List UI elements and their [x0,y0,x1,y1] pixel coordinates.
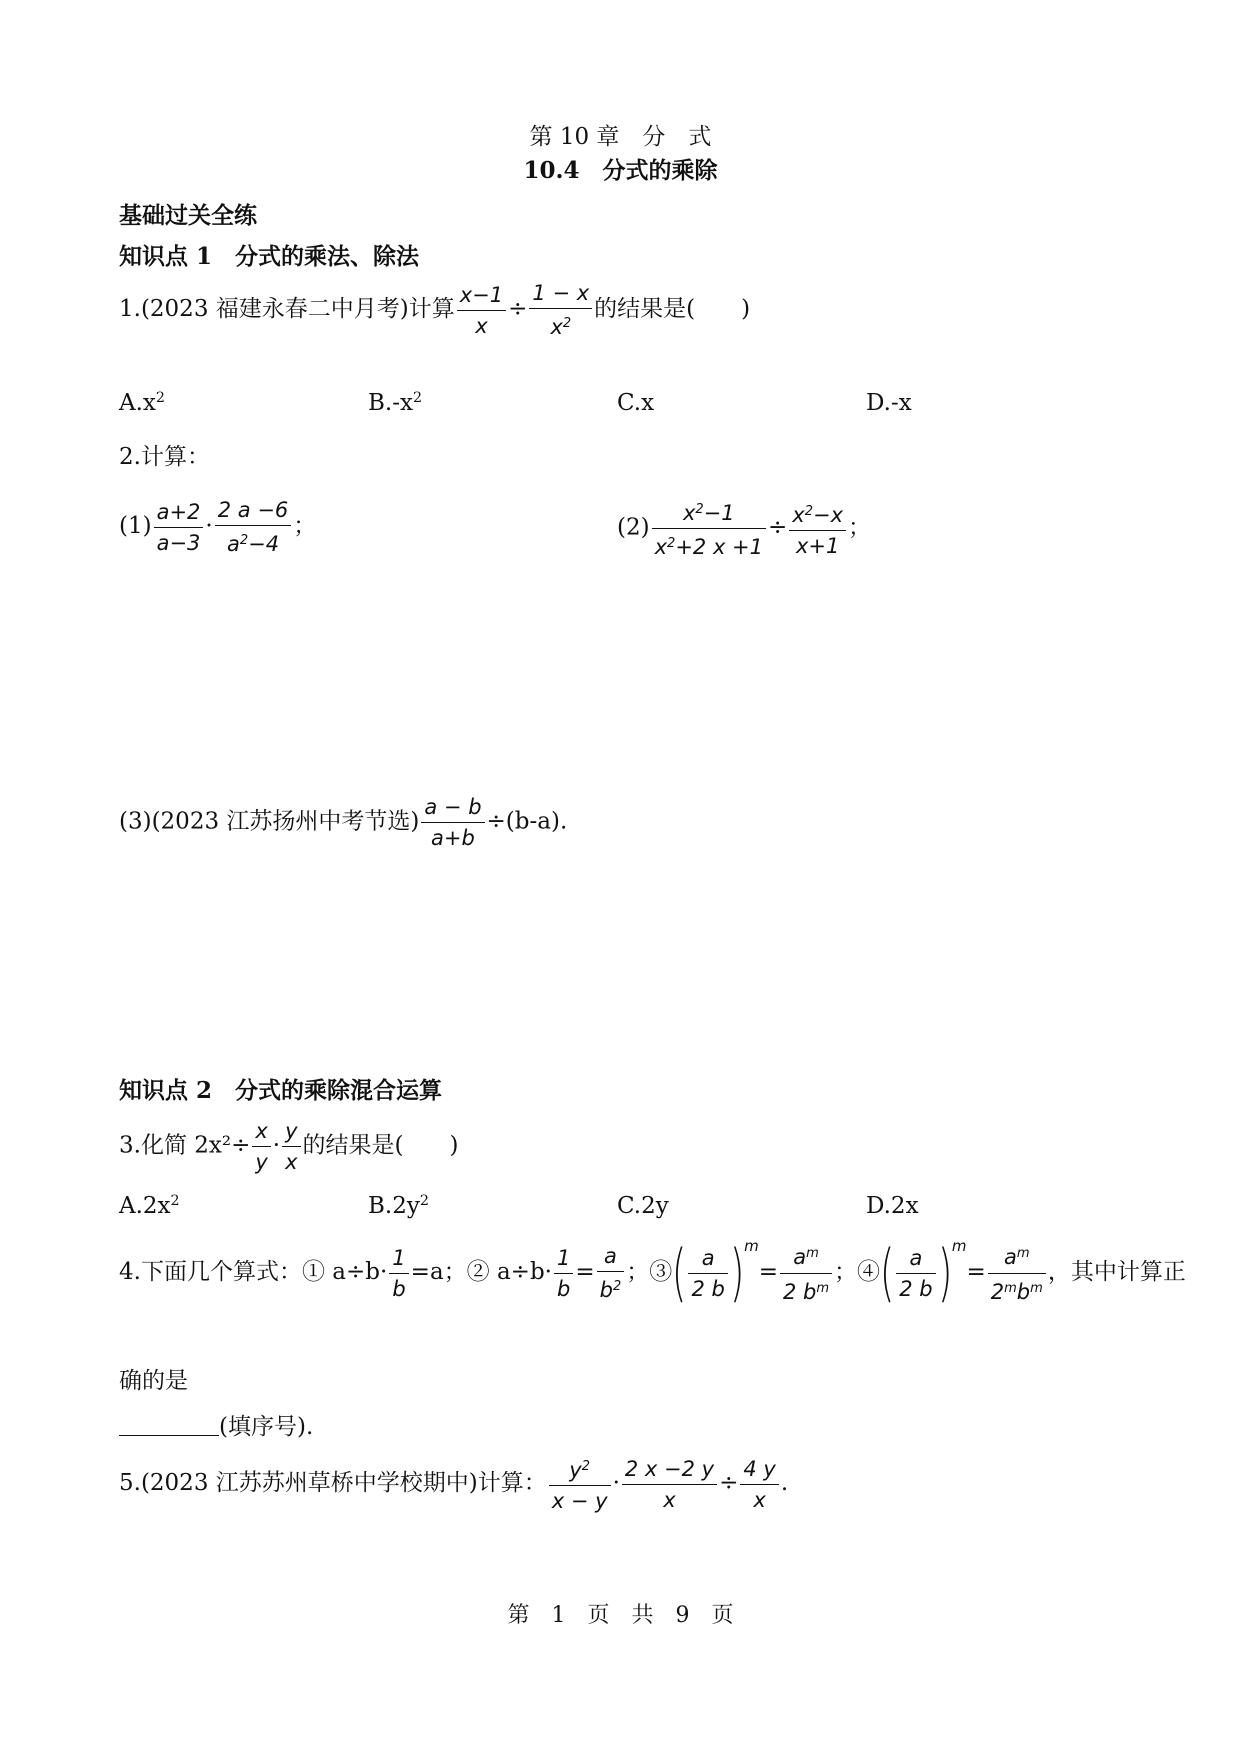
question-2-title: 2.计算： [119,444,210,470]
q4-e3-right-paren: ) [729,1236,745,1309]
question-4-line-2: 确的是 [119,1368,188,1394]
q4-e3-result: $\frac{a^m}{2 b^m}$ [780,1239,832,1306]
q4-e4-fraction: $\frac{a}{2 b}$ [896,1243,935,1304]
q1-option-c: C.x [617,390,655,416]
q3-option-b: $B.2y^2$ [368,1193,429,1219]
q4-e2-fraction: $\frac{1}{b}$ [554,1243,573,1304]
question-4: 4.下面几个算式：① a÷b· $\frac{1}{b}$ =a；② a÷b· $\frac{1}{b}$ = $\frac{a}{b^2}$ ；③( $\frac{a}{2 b}$ )$^m$= $\frac{a^m}{2 b^m}$ ；④( $\frac{a}{2 b}$ )$^m$= $\frac{a^m}{2^mb^m}$ ，其中计算正 [119,1236,1186,1309]
q2p2-fraction-1: $\frac{x^2-1}{x^2+2 x +1}$ [652,495,766,562]
q4-e4-right-paren: ) [937,1236,952,1309]
q1-f2-den-base: x [550,315,563,340]
q4-answer-blank[interactable] [119,1415,219,1436]
q2p1-fraction-1: $\frac{a+2}{a-3}$ [154,497,204,558]
q3-fraction-2: $\frac{y}{x}$ [282,1116,300,1177]
knowledge-point-1: 知识点 1 分式的乘法、除法 [119,243,420,270]
q4-e4-result: $\frac{a^m}{2^mb^m}$ [988,1239,1046,1306]
q2p2-fraction-2: $\frac{x^2-x}{x+1}$ [789,497,846,561]
q1-option-b: $B.-x^2$ [368,390,423,416]
q5-fraction-1: $\frac{y^2}{x - y}$ [549,1452,611,1516]
q4-e4-left-paren: ( [879,1236,895,1309]
question-1 [119,278,750,342]
q1-fraction-1 [457,280,506,341]
q4-e1-fraction: $\frac{1}{b}$ [389,1243,408,1304]
section-title: 10.4 分式的乘除 [523,157,718,184]
q3-option-d: D.2x [866,1193,919,1219]
q3-option-a: $A.2x^2$ [119,1193,180,1219]
knowledge-point-2: 知识点 2 分式的乘除混合运算 [119,1077,443,1104]
question-2-part-3: (3)(2023 江苏扬州中考节选) $\frac{a - b}{a+b}$ ÷(b-a). [119,792,567,853]
q3-fraction-1: $\frac{x}{y}$ [252,1116,270,1177]
question-2-part-1: (1) $\frac{a+2}{a-3}$ · $\frac{2 a -6}{a^2-4}$ ； [119,495,316,559]
q1-f2-den-exp: 2 [562,316,572,331]
q5-fraction-3: $\frac{4 y}{x}$ [740,1454,778,1515]
question-2-part-2: (2) $\frac{x^2-1}{x^2+2 x +1}$ ÷ $\frac{x^2-x}{x+1}$ ； [617,495,871,562]
q4-e2-result: $\frac{a}{b^2}$ [597,1241,625,1305]
question-4-line-3: (填序号). [119,1408,313,1441]
q3-option-c: C.2y [617,1193,669,1219]
q2p3-fraction: $\frac{a - b}{a+b}$ [421,792,484,853]
q1-option-d: D.-x [866,390,912,416]
q1-fraction-2 [529,278,592,342]
heading-basic: 基础过关全练 [119,202,257,229]
q4-e3-left-paren: ( [672,1236,687,1309]
q1-option-a: $A.x^2$ [119,390,165,416]
q1-f1-den: x [475,313,488,338]
q1-f1-num: x−1 [457,280,506,311]
page-footer: 第 1 页 共 9 页 [507,1603,734,1628]
question-3: 3.化简 2x²÷ $\frac{x}{y}$ · $\frac{y}{x}$ 的结果是( ) [119,1116,459,1177]
chapter-title: 第 10 章 分 式 [529,124,712,150]
q1-f2-num: 1 − x [529,278,592,309]
q2p1-fraction-2: $\frac{2 a -6}{a^2-4}$ [215,495,292,559]
q1-prefix: 1.(2023 福建永春二中月考)计算 [119,296,455,323]
q1-suffix: 的结果是( ) [594,296,751,323]
q1-op: ÷ [508,296,528,323]
question-5: 5.(2023 江苏苏州草桥中学校期中)计算： $\frac{y^2}{x - y}$ · $\frac{2 x -2 y}{x}$ ÷ $\frac{4 y}{x}$ . [119,1452,788,1516]
q4-e3-fraction: $\frac{a}{2 b}$ [688,1243,727,1304]
q5-fraction-2: $\frac{2 x -2 y}{x}$ [622,1454,717,1515]
